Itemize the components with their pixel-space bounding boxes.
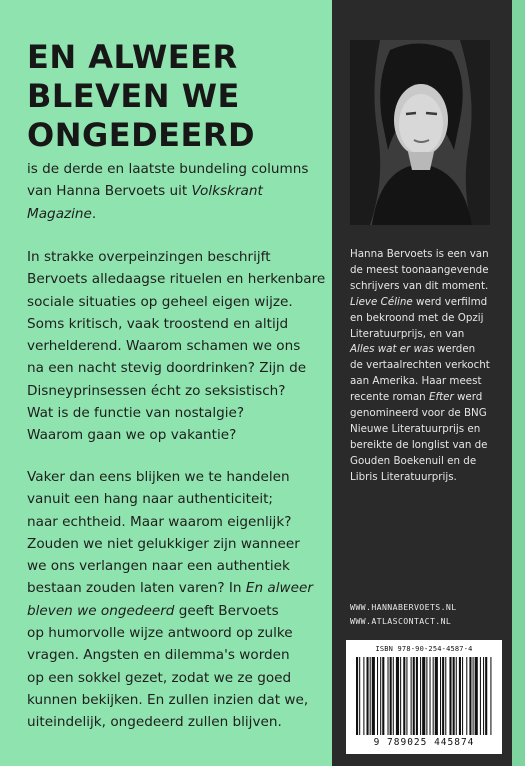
intro-paragraph <box>27 158 327 225</box>
cover-edge <box>512 0 525 766</box>
bio-line: bereikte de longlist van de <box>350 438 488 451</box>
text-line: bleven we ongedeerd geeft Bervoets <box>27 602 279 619</box>
bio-line: recente roman Efter werd <box>350 391 483 404</box>
text-line: Bervoets alledaagse rituelen en herkenbare <box>27 271 326 288</box>
description-paragraph-1 <box>27 246 327 447</box>
description-paragraph-2 <box>27 466 327 734</box>
text-line: Soms kritisch, vaak troostend en altijd <box>27 315 289 332</box>
bio-line: schrijvers van dit moment. <box>350 279 489 292</box>
magazine-name: Volkskrant <box>191 183 263 200</box>
text-line: uiteindelijk, ongedeerd zullen blijven. <box>27 714 282 731</box>
barcode-label <box>346 640 502 754</box>
author-website-link[interactable]: WWW.HANNABERVOETS.NL <box>350 602 457 612</box>
text-line: naar echtheid. Maar waarom eigenlijk? <box>27 513 292 530</box>
bio-line: Literatuurprijs, en van <box>350 327 465 340</box>
book-title <box>27 38 327 155</box>
bio-line: Hanna Bervoets is een van <box>350 248 489 260</box>
text-line: vanuit een hang naar authenticiteit; <box>27 491 274 508</box>
isbn-number: ISBN 978-90-254-4587-4 <box>375 645 473 653</box>
title-line: EN ALWEER <box>27 38 238 76</box>
magazine-name: Magazine <box>27 205 92 222</box>
text-line: na een nacht stevig doordrinken? Zijn de <box>27 360 307 377</box>
text-line: In strakke overpeinzingen beschrijft <box>27 249 271 265</box>
title-line: ONGEDEERD <box>27 116 256 154</box>
barcode-digits: 9 789025 445874 <box>373 737 475 748</box>
bio-line: Lieve Céline werd verfilmd <box>350 295 488 308</box>
author-portrait-image <box>350 40 490 225</box>
bio-line: en bekroond met de Opzij <box>350 311 484 324</box>
text-line: vragen. Angsten en dilemma's worden <box>27 647 290 664</box>
bio-line: aan Amerika. Haar meest <box>350 375 482 388</box>
bio-line: de vertaalrechten verkocht <box>350 359 490 372</box>
text-line: Vaker dan eens blijken we te handelen <box>27 469 290 485</box>
book-title-italic: En alweer <box>245 580 313 597</box>
bio-line: Alles wat er was werden <box>350 343 476 356</box>
text-line: verhelderend. Waarom schamen we ons <box>27 338 301 355</box>
bio-line: genomineerd voor de BNG <box>350 407 487 420</box>
website-links <box>350 600 510 628</box>
text-line: Magazine. <box>27 205 97 222</box>
title-line: BLEVEN WE <box>27 77 240 115</box>
text-line: we ons verlangen naar een authentiek <box>27 558 290 575</box>
author-sidebar <box>332 0 525 766</box>
text-line: Waarom gaan we op vakantie? <box>27 427 237 444</box>
text-line: van Hanna Bervoets uit Volkskrant <box>27 183 263 200</box>
text-line: Zouden we niet gelukkiger zijn wanneer <box>27 535 300 552</box>
text-line: op humorvolle wijze antwoord op zulke <box>27 625 293 642</box>
text-line: sociale situaties op geheel eigen wijze. <box>27 293 293 310</box>
book-title-italic: bleven we ongedeerd <box>27 602 175 619</box>
text-line: op een sokkel gezet, zodat we ze goed <box>27 669 292 686</box>
text-line: Disneyprinsessen écht zo seksistisch? <box>27 382 286 399</box>
text-line: kunnen bekijken. En zullen inzien dat we, <box>27 691 309 708</box>
bio-line: Nieuwe Literatuurprijs en <box>350 422 481 435</box>
author-bio <box>350 247 510 486</box>
text-line: Wat is de functie van nostalgie? <box>27 405 245 422</box>
text-line: is de derde en laatste bundeling columns <box>27 161 309 177</box>
publisher-website-link[interactable]: WWW.ATLASCONTACT.NL <box>350 616 452 626</box>
barcode-graphic <box>352 657 496 737</box>
author-photo <box>350 40 490 225</box>
bio-line: de meest toonaangevende <box>350 263 489 276</box>
bio-line: Libris Literatuurprijs. <box>350 470 457 483</box>
bio-line: Gouden Boekenuil en de <box>350 454 477 467</box>
text-line: bestaan zouden laten varen? In En alweer <box>27 580 313 597</box>
